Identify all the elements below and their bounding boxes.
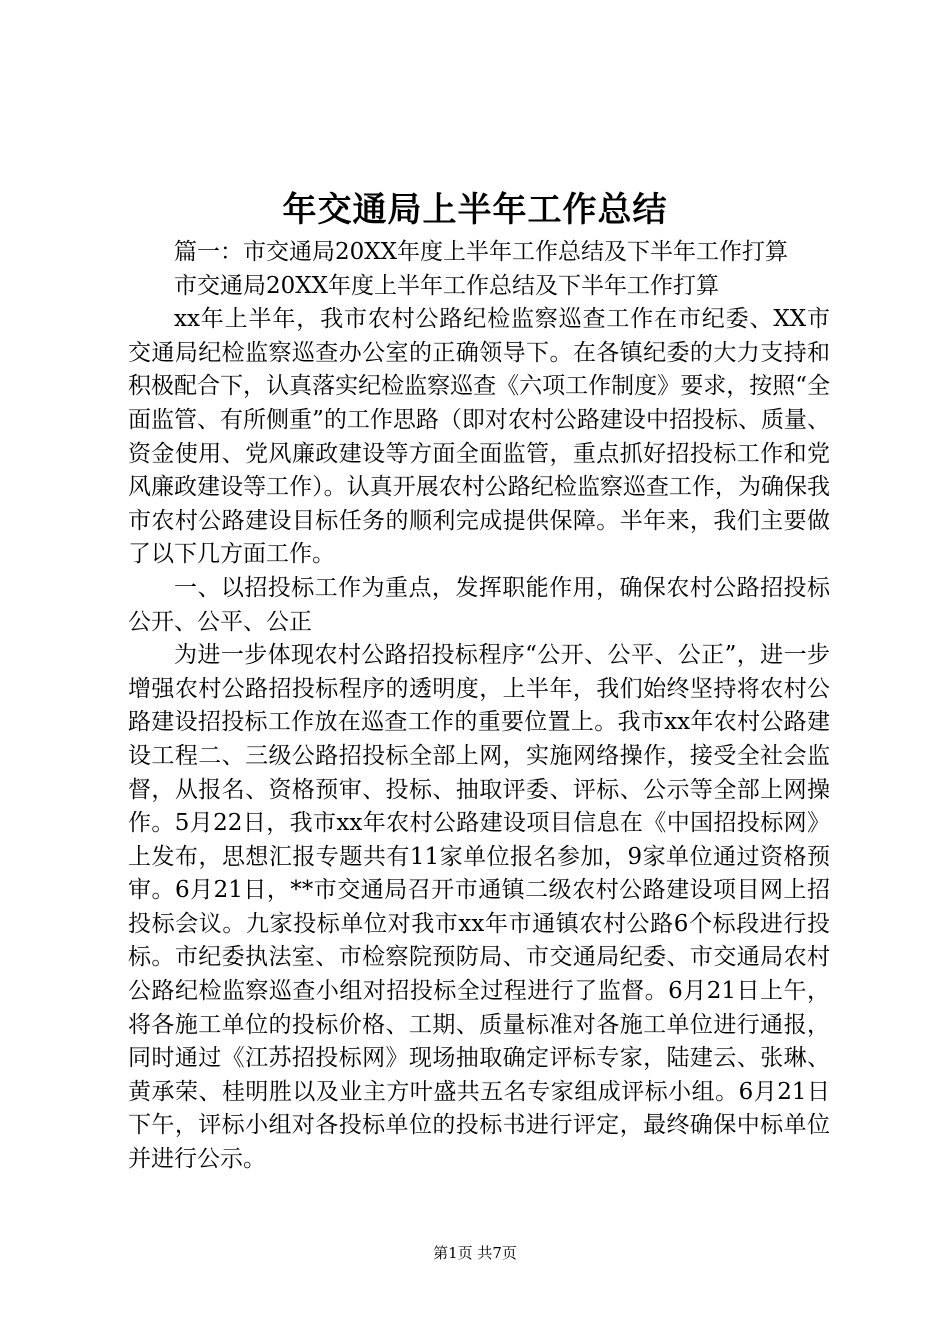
paragraph-heading-one: 一、以招投标工作为重点，发挥职能作用，确保农村公路招投标公开、公平、公正 bbox=[128, 574, 830, 635]
paragraph-intro: xx年上半年，我市农村公路纪检监察巡查工作在市纪委、XX市交通局纪检监察巡查办公室的正确领导下。在各镇纪委的大力支持和积极配合下，认真落实纪检监察巡查《六项工作制度》要求，按照“全面监管、有所侧重”的工作思路（即对农村公路建设中招投标、质量、资金使用、党风廉政建设等方面全面监管，重点抓好招投标工作和党风廉政建设等工作）。认真开展农村公路纪检监察巡查工作，为确保我市农村公路建设目标任务的顺利完成提供保障。半年来，我们主要做了以下几方面工作。 bbox=[128, 306, 830, 568]
paragraph-bidding-details: 为进一步体现农村公路招投标程序“公开、公平、公正”，进一步增强农村公路招投标程序的透明度，上半年，我们始终坚持将农村公路建设招投标工作放在巡查工作的重要位置上。我市xx年农村公路建设工程二、三级公路招投标全部上网，实施网络操作，接受全社会监督，从报名、资格预审、投标、抽取评委、评标、公示等全部上网操作。5月22日，我市xx年农村公路建设项目信息在《中国招投标网》上发布，思想汇报专题共有11家单位报名参加，9家单位通过资格预审。6月21日，**市交通局召开市通镇二级农村公路建设项目网上招投标会议。九家投标单位对我市xx年市通镇农村公路6个标段进行投标。市纪委执法室、市检察院预防局、市交通局纪委、市交通局农村公路纪检监察巡查小组对招投标全过程进行了监督。6月21日上午，将各施工单位的投标价格、工期、质量标准对各施工单位进行通报，同时通过《江苏招投标网》现场抽取确定评标专家，陆建云、张琳、黄承荣、桂明胜以及业主方叶盛共五名专家组成评标小组。6月21日下午，评标小组对各投标单位的投标书进行评定，最终确保中标单位并进行公示。 bbox=[128, 642, 830, 1173]
paragraph-section-heading: 篇一：市交通局20XX年度上半年工作总结及下半年工作打算 bbox=[174, 239, 789, 265]
page-number-footer: 第1页 共7页 bbox=[433, 1244, 517, 1262]
document-body bbox=[128, 236, 830, 1177]
paragraph-subtitle: 市交通局20XX年度上半年工作总结及下半年工作打算 bbox=[174, 272, 720, 299]
document-title: 年交通局上半年工作总结 bbox=[282, 190, 668, 230]
